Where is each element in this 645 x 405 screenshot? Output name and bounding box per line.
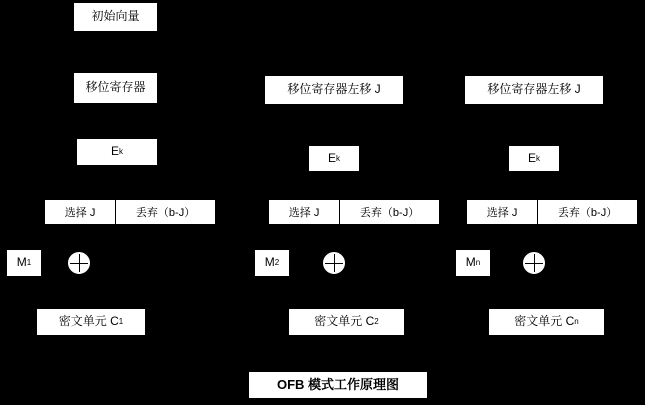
plaintext-label-1: M [16, 255, 27, 270]
ciphertext-box-1 [36, 308, 146, 336]
shift-register-box-1 [73, 72, 158, 104]
ciphertext-sub-1: 1 [118, 317, 124, 326]
discard-label-2: 丢弃（b-J） [359, 207, 420, 219]
encrypt-sub-3: k [536, 153, 540, 163]
plaintext-sub-1: 1 [26, 258, 32, 267]
encrypt-sub-2: k [336, 153, 340, 163]
select-label-3: 选择 J [486, 207, 518, 219]
select-label-2: 选择 J [288, 207, 320, 219]
encrypt-box-2 [308, 145, 360, 172]
xor-icon-3 [522, 251, 546, 275]
encrypt-box-1 [76, 138, 158, 166]
encrypt-label-3: E [527, 150, 536, 165]
ciphertext-label-3: 密文单元 C [514, 314, 575, 329]
select-discard-box-1 [44, 199, 216, 225]
ciphertext-box-3 [488, 308, 605, 336]
ciphertext-sub-3: n [574, 317, 579, 326]
plaintext-box-3 [455, 249, 491, 277]
plaintext-box-1 [6, 249, 42, 277]
shift-register-box-2 [264, 75, 404, 105]
plaintext-sub-2: 2 [274, 258, 280, 267]
ciphertext-label-1: 密文单元 C [58, 314, 119, 329]
shift-register-label-1: 移位寄存器 [85, 80, 146, 95]
plaintext-label-3: M [465, 255, 476, 270]
plaintext-sub-3: n [475, 258, 481, 267]
select-discard-box-3 [466, 199, 638, 225]
ciphertext-sub-2: 2 [374, 317, 379, 326]
ciphertext-label-2: 密文单元 C [314, 314, 375, 329]
diagram-title-label: OFB 模式工作原理图 [276, 376, 400, 392]
shift-register-label-2: 移位寄存器左移 J [287, 82, 381, 97]
diagram-title [248, 371, 428, 399]
xor-icon-2 [322, 251, 346, 275]
shift-register-box-3 [464, 75, 604, 105]
select-label-1: 选择 J [64, 207, 96, 219]
encrypt-label-1: E [110, 144, 119, 159]
xor-icon-1 [67, 251, 91, 275]
initial-vector-box [73, 2, 158, 32]
plaintext-box-2 [254, 249, 290, 277]
select-discard-box-2 [268, 199, 440, 225]
encrypt-box-3 [508, 145, 560, 172]
shift-register-label-3: 移位寄存器左移 J [487, 82, 581, 97]
ciphertext-box-2 [288, 308, 405, 336]
initial-vector-label: 初始向量 [91, 9, 140, 24]
discard-label-1: 丢弃（b-J） [135, 207, 196, 219]
encrypt-label-2: E [327, 150, 336, 165]
encrypt-sub-1: k [119, 147, 123, 156]
plaintext-label-2: M [264, 255, 275, 270]
discard-label-3: 丢弃（b-J） [557, 207, 618, 219]
